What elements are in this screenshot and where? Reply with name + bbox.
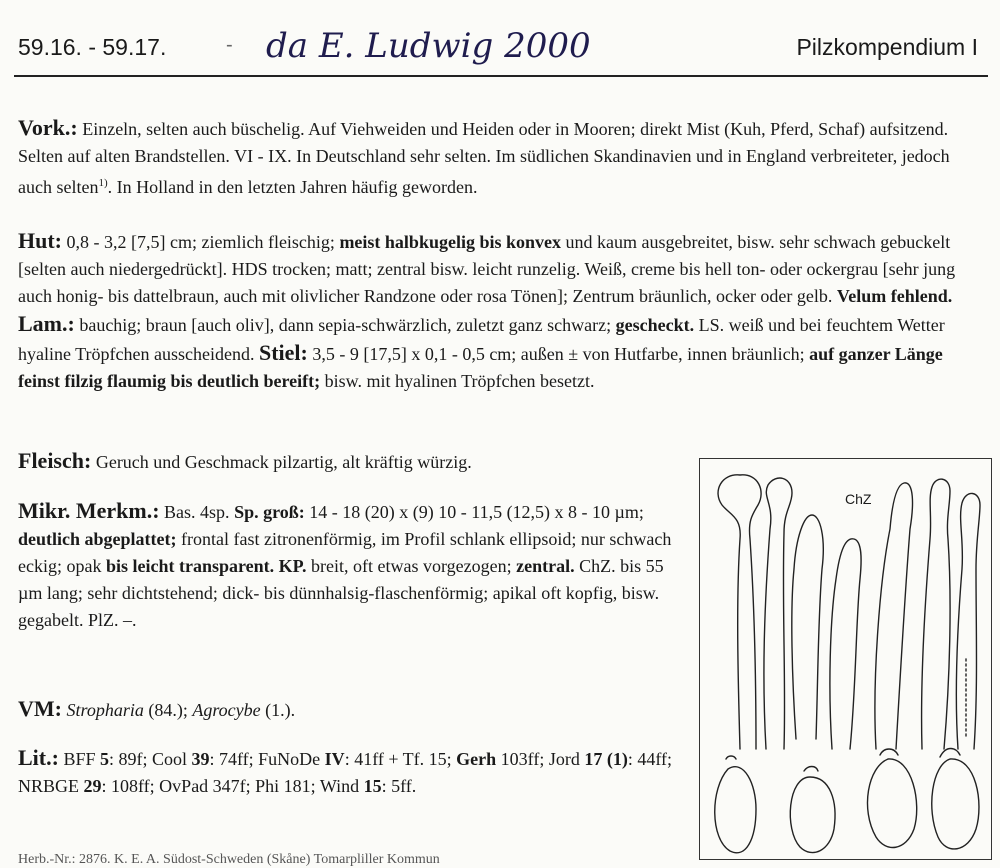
vorkommen-paragraph [18, 114, 988, 201]
hut-text-2: und kaum ausgebreitet, bisw. sehr schwach gebuckelt [selten auch niedergedrückt]. HDS trocken; matt; zentral bisw. leicht runzelig. Weiß, creme bis hell ton- oder ockergrau [sehr jung auch honig- bis dattelbraun, auch mit olivlicher Randzone oder rosa Tönen]; Zentrum bräunlich, ocker oder gelb. [18, 232, 956, 306]
lit-text-d: : 41ff + Tf. 15; [344, 749, 457, 769]
mikr-bold-3: bis leicht transparent. [105, 556, 275, 576]
fleisch-paragraph [18, 447, 698, 476]
spore-2 [790, 767, 835, 853]
vm-text-2: (1.). [260, 700, 296, 720]
spore-1 [715, 756, 756, 853]
mikro-merkmale-paragraph [18, 497, 690, 634]
spore-3 [867, 749, 916, 847]
verwechslung-paragraph [18, 695, 690, 724]
lit-ref-1: 5 [99, 749, 109, 769]
lit-ref-3: IV [324, 749, 345, 769]
stiel-label: Stiel: [258, 340, 308, 365]
vork-text-end: . In Holland in den letzten Jahren häufig geworden. [107, 177, 478, 197]
hut-text-5: 3,5 - 9 [17,5] x 0,1 - 0,5 cm; außen ± von Hutfarbe, innen bräunlich; [307, 344, 810, 364]
vm-label: VM: [18, 696, 62, 721]
lam-label: Lam.: [18, 311, 75, 336]
mikr-text-4: breit, oft etwas vorgezogen; [306, 556, 517, 576]
handwritten-annotation: da E. Ludwig 2000 [266, 26, 591, 66]
lit-text-h: : 5ff. [381, 776, 417, 796]
cystidium-1 [718, 475, 761, 749]
mikr-bold-4: KP. [278, 556, 307, 576]
section-numbers: 59.16. - 59.17. [18, 34, 167, 60]
cystidium-2 [764, 478, 792, 749]
cystidia-drawing [700, 459, 991, 859]
spore-4 [932, 749, 979, 849]
cystidium-4 [830, 539, 861, 749]
vork-footnote: 1) [98, 177, 108, 189]
mikr-text-2: 14 - 18 (20) x (9) 10 - 11,5 (12,5) x 8 - 10 µm; [304, 502, 644, 522]
mikr-text-5: ChZ. bis 55 µm lang; sehr dichtstehend; dick- bis dünnhalsig-flaschenförmig; apikal oft kopfig, bisw. gegabelt. PlZ. –. [18, 556, 664, 630]
lit-ref-6: 29 [83, 776, 102, 796]
lit-ref-7: 15 [363, 776, 382, 796]
cystidium-6 [922, 479, 950, 749]
hut-bold-3: gescheckt. [615, 315, 695, 335]
hut-label: Hut: [18, 228, 62, 253]
mikr-text-1: Bas. 4sp. [159, 502, 235, 522]
vm-genus-1: Stropharia [66, 700, 144, 720]
vm-genus-2: Agrocybe [192, 700, 261, 720]
cystidium-3 [792, 515, 823, 739]
cystidium-5 [875, 483, 913, 749]
lit-ref-5: 17 (1) [584, 749, 628, 769]
vork-text: Einzeln, selten auch büschelig. Auf Viehweiden und Heiden oder in Mooren; direkt Mist (Kuh, Pferd, Schaf) aufsitzend. Selten auf alten Brandstellen. VI - IX. In Deutschland sehr selten. Im südlichen Skandinavien und in England verbreiteter, jedoch auch selten [18, 119, 950, 197]
lit-text-c: : 74ff; FuNoDe [209, 749, 325, 769]
header-dash: - [226, 34, 233, 56]
mikr-text-3: frontal fast zitronenförmig, im Profil schlank ellipsoid; nur schwach eckig; opak [18, 529, 672, 576]
figure-label: ChZ [845, 491, 872, 507]
hut-paragraph [18, 227, 988, 395]
hut-text-6: bisw. mit hyalinen Tröpfchen besetzt. [320, 371, 595, 391]
vork-label: Vork.: [18, 115, 78, 140]
lit-label: Lit.: [18, 745, 59, 770]
hut-text-1: 0,8 - 3,2 [7,5] cm; ziemlich fleischig; [62, 232, 340, 252]
lit-ref-2: 39 [191, 749, 210, 769]
mikr-label: Mikr. Merkm.: [18, 498, 160, 523]
hut-bold-2: Velum fehlend. [836, 286, 953, 306]
mikr-bold-5: zentral. [516, 556, 575, 576]
lit-text-b: : 89f; Cool [108, 749, 192, 769]
hut-text-4: LS. weiß und bei feuchtem Wetter hyaline Tröpfchen ausscheidend. [18, 315, 945, 364]
mikr-bold-2: deutlich abgeplattet; [18, 529, 177, 549]
page-header [0, 0, 1000, 82]
vm-text-1: (84.); [143, 700, 193, 720]
cutoff-line: Herb.-Nr.: 2876. K. E. A. Südost-Schweden (Skåne) Tomarpliller Kommun [18, 852, 440, 867]
lit-text-g: : 108ff; OvPad 347f; Phi 181; Wind [101, 776, 364, 796]
lit-text-a: BFF [58, 749, 100, 769]
fleisch-label: Fleisch: [18, 448, 92, 473]
lit-text-e: 103ff; Jord [496, 749, 585, 769]
book-title: Pilzkompendium I [796, 34, 978, 60]
lit-text-f: : 44ff; NRBGE [18, 749, 673, 796]
header-rule [14, 75, 988, 77]
cheilocystidia-figure [699, 458, 992, 860]
hut-text-3: bauchig; braun [auch oliv], dann sepia-schwärzlich, zuletzt ganz schwarz; [74, 315, 616, 335]
mikr-bold-1: Sp. groß: [234, 502, 305, 522]
lit-ref-4: Gerh [456, 749, 497, 769]
fleisch-text: Geruch und Geschmack pilzartig, alt kräftig würzig. [91, 452, 472, 472]
hut-bold-4: auf ganzer Länge feinst filzig flaumig bis deutlich bereift; [18, 344, 943, 391]
literatur-paragraph [18, 744, 690, 800]
hut-bold-1: meist halbkugelig bis konvex [339, 232, 561, 252]
cystidium-7 [956, 493, 980, 749]
